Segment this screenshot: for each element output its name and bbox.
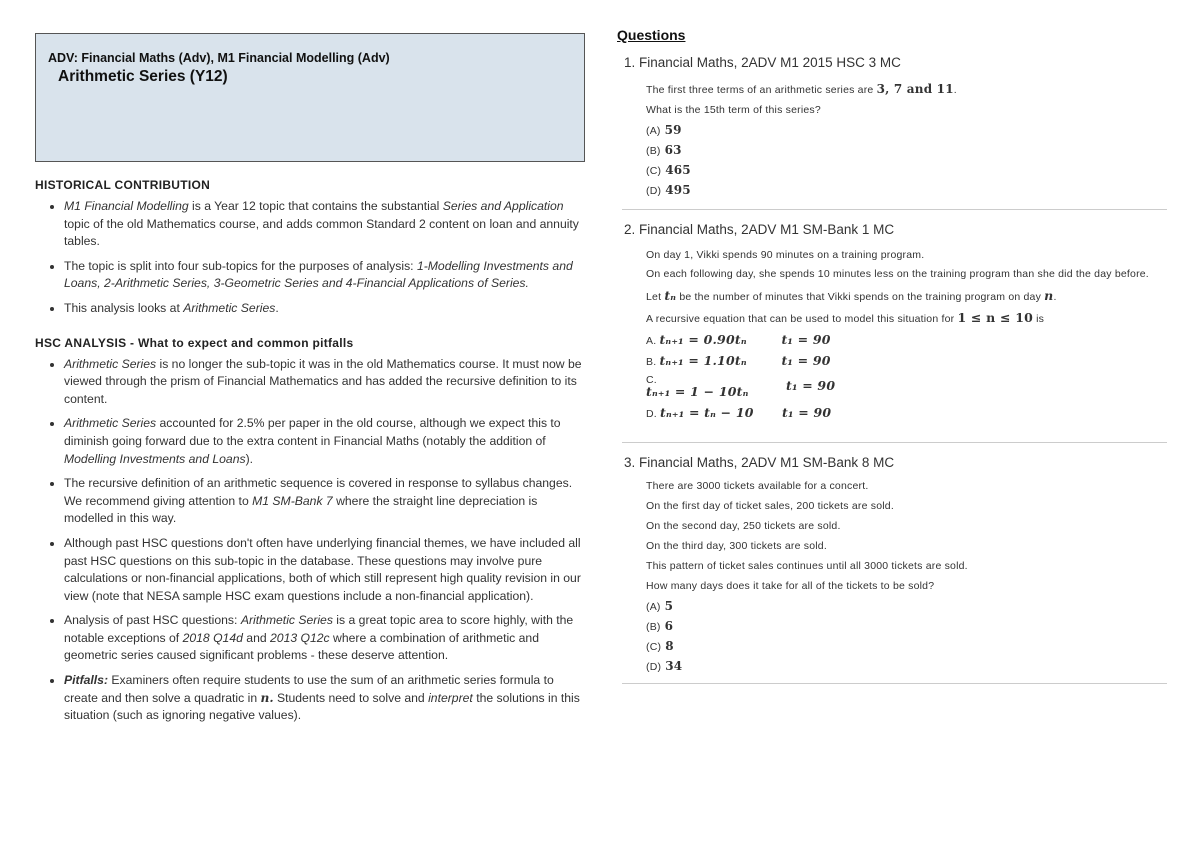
q2-option-a: A. tₙ₊₁ = 0.90tₙ t₁ = 90 bbox=[646, 332, 831, 347]
question-3-title[interactable]: 3. Financial Maths, 2ADV M1 SM-Bank 8 MC bbox=[624, 455, 895, 470]
historical-bullet-1: • M1 Financial Modelling is a Year 12 topic that contains the substantial Series and Application topic of the old Mathematics course, and adds common Standard 2 content on loan and annuity tables. bbox=[64, 198, 585, 251]
q3-option-a: (A) 5 bbox=[646, 599, 674, 613]
hsc-analysis-list bbox=[35, 356, 585, 725]
historical-heading: HISTORICAL CONTRIBUTION bbox=[35, 178, 211, 192]
question-3 bbox=[617, 455, 1167, 673]
divider bbox=[622, 683, 1167, 684]
questions-heading[interactable]: Questions bbox=[617, 27, 686, 43]
question-1-title[interactable]: 1. Financial Maths, 2ADV M1 2015 HSC 3 MC bbox=[624, 55, 901, 70]
q1-option-b: (B) 63 bbox=[646, 143, 682, 157]
historical-bullet-3: • This analysis looks at Arithmetic Series. bbox=[64, 300, 585, 318]
q1-option-a: (A) 59 bbox=[646, 123, 682, 137]
hsc-bullet-1: • Arithmetic Series is no longer the sub-topic it was in the old Mathematics course. It must now be viewed through the prism of Financial Mathematics and has added the recursive definition to its content. bbox=[64, 356, 585, 409]
q1-option-c: (C) 465 bbox=[646, 163, 691, 177]
q1-option-d: (D) 495 bbox=[646, 183, 691, 197]
question-2-body: On day 1, Vikki spends 90 minutes on a training program. On each following day, she spends 10 minutes less on the training program than she did the day before. Let tₙ be the number of minutes that Vikki spends on the training program on day n. A recursive equation that can be used to model this situation for 1 ≤ n ≤ 10 is A. tₙ₊₁ = 0.90tₙ t₁ = 90 B. tₙ₊₁ = 1.10tₙ t₁ = 90 C. tₙ₊₁ = 1 − 10tₙ t₁ = 90 D. tₙ₊₁ = tₙ − 10 t₁ = 90 bbox=[646, 249, 1167, 420]
historical-bullet-2: • The topic is split into four sub-topics for the purposes of analysis: 1-Modelling Investments and Loans, 2-Arithmetic Series, 3-Geometric Series and 4-Financial Applications of Series. bbox=[64, 258, 585, 293]
question-2-title[interactable]: 2. Financial Maths, 2ADV M1 SM-Bank 1 MC bbox=[624, 222, 895, 237]
historical-list bbox=[35, 198, 585, 318]
hsc-bullet-4: • Although past HSC questions don't often have underlying financial themes, we have included all past HSC questions on this sub-topic in the database. These questions may involve pure calculations or non-financial applications, both of which still represent high quality revision in our view (note that NESA sample HSC exam questions include a non-financial application). bbox=[64, 535, 585, 605]
question-2 bbox=[617, 222, 1167, 420]
q2-option-b: B. tₙ₊₁ = 1.10tₙ t₁ = 90 bbox=[646, 353, 831, 368]
q3-option-d: (D) 34 bbox=[646, 659, 683, 673]
q3-option-b: (B) 6 bbox=[646, 619, 674, 633]
question-1 bbox=[617, 55, 1167, 197]
divider bbox=[622, 209, 1167, 210]
question-1-body: The first three terms of an arithmetic series are 3, 7 and 11. What is the 15th term of this series? (A) 59 (B) 63 (C) 465 (D) 495 bbox=[646, 82, 1167, 197]
topic-title: Arithmetic Series (Y12) bbox=[58, 68, 228, 85]
hsc-analysis-heading: HSC ANALYSIS - What to expect and common pitfalls bbox=[35, 335, 354, 350]
q3-option-c: (C) 8 bbox=[646, 639, 674, 653]
topic-subtitle: ADV: Financial Maths (Adv), M1 Financial Modelling (Adv) bbox=[48, 51, 390, 65]
topic-header-box bbox=[35, 33, 585, 162]
q2-option-d: D. tₙ₊₁ = tₙ − 10 t₁ = 90 bbox=[646, 405, 832, 420]
hsc-bullet-6: • Pitfalls: Examiners often require students to use the sum of an arithmetic series formula to create and then solve a quadratic in n. Students need to solve and interpret the solutions in this situation (such as ignoring negative values). bbox=[64, 672, 585, 725]
left-column bbox=[35, 33, 585, 732]
divider bbox=[622, 442, 1167, 443]
hsc-bullet-3: • The recursive definition of an arithmetic sequence is covered in response to syllabus changes. We recommend giving attention to M1 SM-Bank 7 where the straight line depreciation is modelled in this way. bbox=[64, 475, 585, 528]
hsc-bullet-5: • Analysis of past HSC questions: Arithmetic Series is a great topic area to score highly, with the notable exceptions of 2018 Q14d and 2013 Q12c where a combination of arithmetic and geometric series caused significant problems - these deserve attention. bbox=[64, 612, 585, 665]
question-3-body: There are 3000 tickets available for a concert. On the first day of ticket sales, 200 tickets are sold. On the second day, 250 tickets are sold. On the third day, 300 tickets are sold. This pattern of ticket sales continues until all 3000 tickets are sold. How many days does it take for all of the tickets to be sold? (A) 5 (B) 6 (C) 8 (D) 34 bbox=[646, 480, 1167, 673]
hsc-bullet-2: • Arithmetic Series accounted for 2.5% per paper in the old course, although we expect this to diminish going forward due to the extra content in Financial Maths (notably the addition of Modelling Investments and Loans). bbox=[64, 415, 585, 468]
q2-option-c: C. tₙ₊₁ = 1 − 10tₙ t₁ = 90 bbox=[646, 374, 836, 399]
questions-column bbox=[617, 27, 1167, 684]
